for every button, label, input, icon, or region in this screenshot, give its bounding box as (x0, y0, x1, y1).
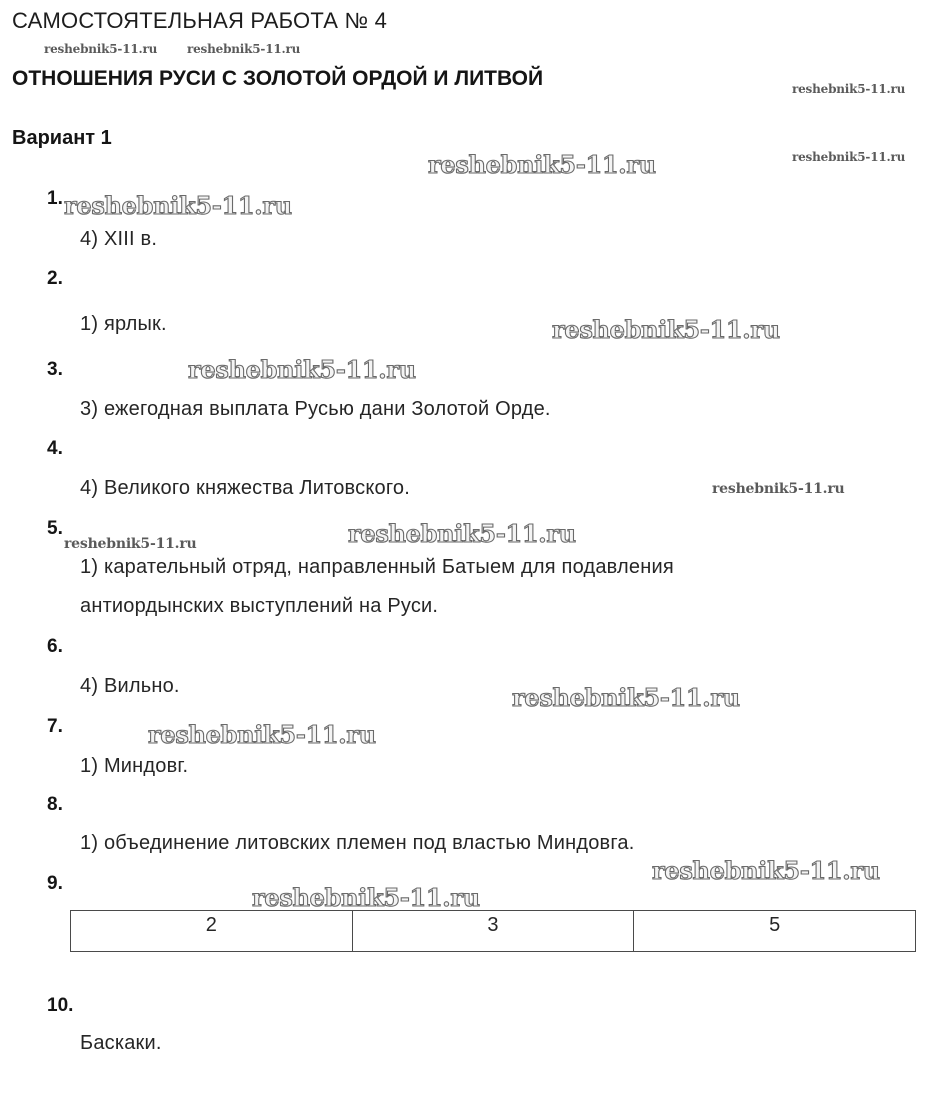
question-number-4: 4. (47, 438, 63, 459)
answer-6: 4) Вильно. (80, 675, 180, 697)
table-cell: 2 (71, 911, 353, 952)
answer-9-table (70, 910, 916, 952)
answer-5-line-2: антиордынских выступлений на Руси. (80, 595, 439, 617)
variant-label: Вариант 1 (12, 127, 112, 149)
watermark: reshebnik5-11.ru (512, 683, 740, 712)
watermark: reshebnik5-11.ru (712, 481, 845, 497)
answer-7: 1) Миндовг. (80, 755, 189, 777)
answer-8: 1) объединение литовских племен под властью Миндовга. (80, 832, 635, 854)
question-number-7: 7. (47, 716, 63, 737)
question-number-5: 5. (47, 518, 63, 539)
table-cell: 3 (352, 911, 634, 952)
watermark: reshebnik5-11.ru (64, 536, 197, 552)
watermark: reshebnik5-11.ru (44, 42, 158, 56)
question-number-3: 3. (47, 359, 63, 380)
table-row (71, 911, 916, 952)
answer-1: 4) XIII в. (80, 228, 158, 250)
watermark: reshebnik5-11.ru (652, 856, 880, 885)
answer-5-line-1: 1) карательный отряд, направленный Батыем для подавления (80, 556, 674, 578)
page-title: ОТНОШЕНИЯ РУСИ С ЗОЛОТОЙ ОРДОЙ И ЛИТВОЙ (12, 67, 544, 90)
watermark: reshebnik5-11.ru (187, 42, 301, 56)
watermark: reshebnik5-11.ru (64, 191, 292, 220)
question-number-8: 8. (47, 794, 63, 815)
question-number-1: 1. (47, 188, 63, 209)
work-header: САМОСТОЯТЕЛЬНАЯ РАБОТА № 4 (12, 8, 388, 33)
answer-10: Баскаки. (80, 1032, 162, 1054)
watermark: reshebnik5-11.ru (348, 519, 576, 548)
question-number-10: 10. (47, 995, 74, 1016)
answer-4: 4) Великого княжества Литовского. (80, 477, 410, 499)
watermark: reshebnik5-11.ru (792, 82, 906, 96)
question-number-6: 6. (47, 636, 63, 657)
watermark: reshebnik5-11.ru (188, 355, 416, 384)
answer-2: 1) ярлык. (80, 313, 167, 335)
watermark: reshebnik5-11.ru (148, 720, 376, 749)
answer-3: 3) ежегодная выплата Русью дани Золотой Орде. (80, 398, 551, 420)
watermark: reshebnik5-11.ru (792, 150, 906, 164)
watermark: reshebnik5-11.ru (552, 315, 780, 344)
question-number-2: 2. (47, 268, 63, 289)
table-cell: 5 (634, 911, 916, 952)
watermark: reshebnik5-11.ru (428, 150, 656, 179)
watermark: reshebnik5-11.ru (252, 883, 480, 912)
question-number-9: 9. (47, 873, 63, 894)
